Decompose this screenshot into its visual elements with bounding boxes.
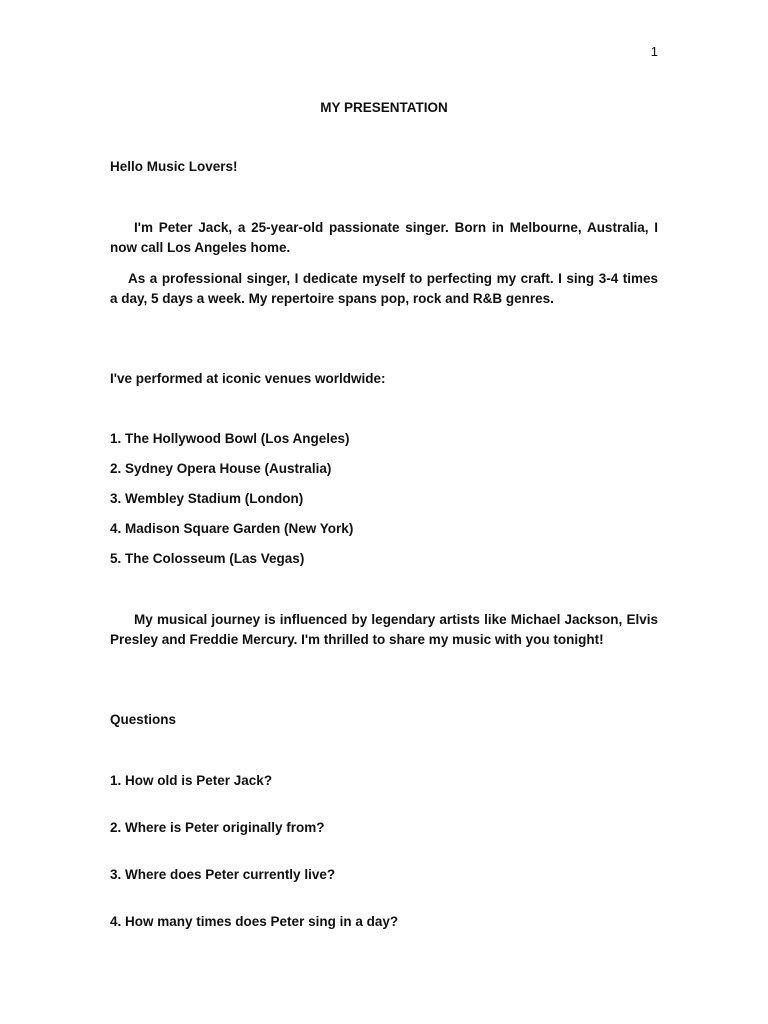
venue-list-item: 1. The Hollywood Bowl (Los Angeles) xyxy=(110,431,350,446)
document-title: MY PRESENTATION xyxy=(320,100,448,115)
question-list-item: 1. How old is Peter Jack? xyxy=(110,773,273,788)
paragraph-journey: My musical journey is influenced by legendary artists like Michael Jackson, Elvis Presley and Freddie Mercury. I'm thrilled to share my music with you tonight! xyxy=(110,612,658,647)
question-list-item: 2. Where is Peter originally from? xyxy=(110,820,325,835)
paragraph-profession: As a professional singer, I dedicate myself to perfecting my craft. I sing 3-4 times a day, 5 days a week. My repertoire spans pop, rock and R&B genres. xyxy=(110,271,658,306)
paragraph-intro: I'm Peter Jack, a 25-year-old passionate singer. Born in Melbourne, Australia, I now call Los Angeles home. xyxy=(110,220,658,255)
greeting: Hello Music Lovers! xyxy=(110,159,238,174)
paragraph-venues-intro: I've performed at iconic venues worldwide: xyxy=(110,371,386,386)
question-list-item: 4. How many times does Peter sing in a day? xyxy=(110,914,399,929)
questions-heading: Questions xyxy=(110,712,177,727)
question-list-item: 3. Where does Peter currently live? xyxy=(110,867,336,882)
venue-list-item: 2. Sydney Opera House (Australia) xyxy=(110,461,332,476)
venue-list-item: 4. Madison Square Garden (New York) xyxy=(110,521,354,536)
venue-list-item: 3. Wembley Stadium (London) xyxy=(110,491,304,506)
page-number: 1 xyxy=(650,44,658,59)
venue-list-item: 5. The Colosseum (Las Vegas) xyxy=(110,551,305,566)
